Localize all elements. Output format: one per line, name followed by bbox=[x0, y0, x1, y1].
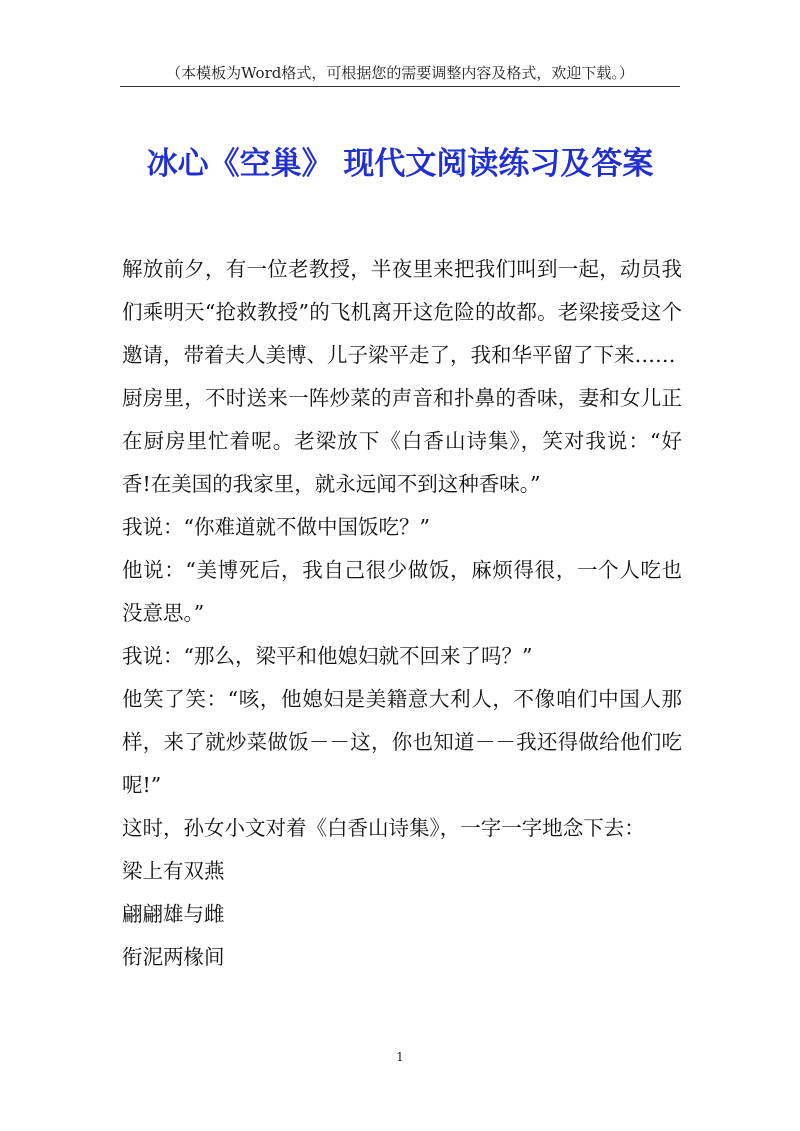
document-title: 冰心《空巢》 现代文阅读练习及答案 bbox=[146, 146, 654, 182]
paragraph: 他笑了笑：“咳，他媳妇是美籍意大利人，不像咱们中国人那样，来了就炒菜做饭－－这，你也知道－－我还得做给他们吃呢!” bbox=[122, 687, 682, 797]
paragraph: 他说：“美博死后，我自己很少做饭，麻烦得很，一个人吃也没意思。” bbox=[122, 558, 682, 625]
poem-line: 衔泥两椽间 bbox=[122, 945, 225, 969]
header-divider bbox=[120, 86, 680, 87]
paragraph: 解放前夕，有一位老教授，半夜里来把我们叫到一起，动员我们乘明天“抢救教授”的飞机离开这危险的故都。老梁接受这个邀请，带着夫人美博、儿子梁平走了，我和华平留了下来…… bbox=[122, 257, 682, 367]
page-number: 1 bbox=[396, 1050, 404, 1064]
poem-line: 梁上有双燕 bbox=[122, 859, 225, 883]
paragraph: 这时，孙女小文对着《白香山诗集》，一字一字地念下去： bbox=[122, 816, 645, 840]
template-note: （本模板为Word格式，可根据您的需要调整内容及格式，欢迎下载。） bbox=[166, 64, 634, 82]
poem-line: 翩翩雄与雌 bbox=[122, 902, 225, 926]
paragraph: 厨房里，不时送来一阵炒菜的声音和扑鼻的香味，妻和女儿正在厨房里忙着呢。老梁放下《白香山诗集》，笑对我说：“好香!在美国的我家里，就永远闻不到这种香味。” bbox=[122, 386, 682, 496]
paragraph: 我说：“你难道就不做中国饭吃？” bbox=[122, 515, 430, 539]
article-body bbox=[122, 248, 682, 979]
paragraph: 我说：“那么，梁平和他媳妇就不回来了吗？” bbox=[122, 644, 533, 668]
